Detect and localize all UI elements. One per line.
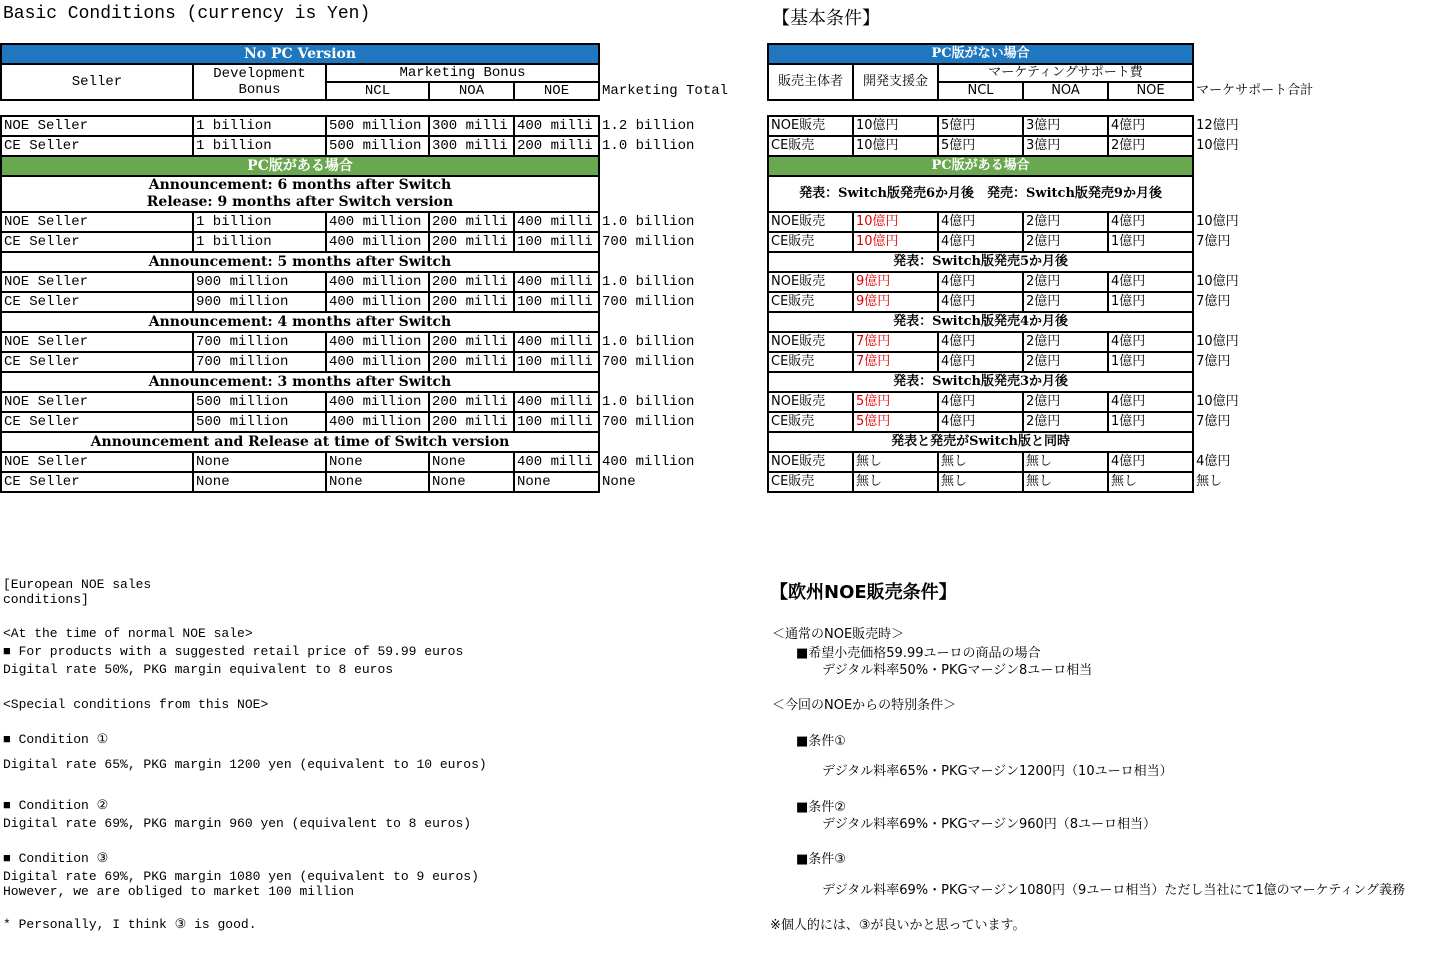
condition-3-text-jp: デジタル料率69%・PKGマージン1080円（9ユーロ相当）ただし当社にて1億のマーケティング義務: [822, 883, 1406, 898]
table-row: [768, 412, 1338, 432]
normal-line-2-jp: デジタル料率50%・PKGマージン8ユーロ相当: [822, 663, 1093, 678]
section-heading: Announcement: 5 months after Switch: [1, 252, 599, 272]
cell-ncl: 400 million: [326, 212, 429, 232]
cell-ncl: 400 million: [326, 352, 429, 372]
table-row: [768, 352, 1338, 372]
header-marketing-bonus: マーケティングサポート費: [938, 64, 1193, 82]
table-row: [768, 136, 1338, 156]
condition-1-text: Digital rate 65%, PKG margin 1200 yen (equivalent to 10 euros): [3, 757, 487, 772]
table-row: [768, 116, 1338, 136]
normal-heading: <At the time of normal NOE sale>: [3, 626, 253, 641]
page-title-jp: 【基本条件】: [772, 8, 880, 29]
cell-seller: CE Seller: [1, 136, 193, 156]
table-row: [768, 212, 1338, 232]
cell-ncl: 無し: [938, 452, 1023, 472]
cell-noa: 無し: [1023, 452, 1108, 472]
cell-seller: CE Seller: [1, 232, 193, 252]
table-row: [768, 292, 1338, 312]
cell-ncl: 4億円: [938, 392, 1023, 412]
normal-line-1: ■ For products with a suggested retail price of 59.99 euros: [3, 644, 464, 659]
condition-2-text: Digital rate 69%, PKG margin 960 yen (equivalent to 8 euros): [3, 816, 472, 831]
cell-total: 1.0 billion: [602, 138, 695, 154]
cell-total: 10億円: [1196, 334, 1239, 349]
section-heading: Announcement and Release at time of Switch version: [1, 432, 599, 452]
cell-ncl: 4億円: [938, 212, 1023, 232]
cell-seller: NOE販売: [768, 272, 853, 292]
normal-heading-jp: ＜通常のNOE販売時＞: [772, 627, 905, 642]
cell-noa: 2億円: [1023, 412, 1108, 432]
cell-dev: 1 billion: [193, 212, 326, 232]
cell-seller: NOE販売: [768, 392, 853, 412]
cell-noe: 400 milli: [514, 452, 599, 472]
cell-noe: 4億円: [1108, 272, 1193, 292]
personal-note: * Personally, I think ③ is good.: [3, 917, 257, 932]
band-pc-jp: PC版がある場合: [768, 156, 1193, 176]
cell-total: 10億円: [1196, 138, 1239, 153]
cell-total: 7億円: [1196, 294, 1231, 309]
header-seller: Seller: [1, 64, 193, 100]
cell-seller: CE Seller: [1, 472, 193, 492]
cell-dev: 無し: [853, 472, 938, 492]
cell-seller: CE Seller: [1, 352, 193, 372]
cell-dev: 700 million: [193, 332, 326, 352]
cell-dev: 1 billion: [193, 232, 326, 252]
cell-total: None: [602, 474, 636, 490]
cell-noe: 4億円: [1108, 392, 1193, 412]
cell-noa: 無し: [1023, 472, 1108, 492]
cell-noa: 2億円: [1023, 392, 1108, 412]
cell-total: 700 million: [602, 234, 695, 250]
cell-total: 1.0 billion: [602, 334, 695, 350]
cell-noe: 400 milli: [514, 332, 599, 352]
cell-dev: 500 million: [193, 412, 326, 432]
cell-dev: 500 million: [193, 392, 326, 412]
condition-3-label: ■ Condition ③: [3, 851, 109, 866]
cell-seller: NOE Seller: [1, 116, 193, 136]
band-no-pc-en: No PC Version: [1, 44, 599, 64]
cell-total: 400 million: [602, 454, 695, 470]
special-heading: <Special conditions from this NOE>: [3, 697, 269, 712]
cell-ncl: 400 million: [326, 412, 429, 432]
cell-seller: CE Seller: [1, 412, 193, 432]
table-row: [768, 392, 1338, 412]
cell-ncl: 400 million: [326, 292, 429, 312]
cell-ncl: 4億円: [938, 232, 1023, 252]
cell-ncl: 500 million: [326, 136, 429, 156]
cell-noe: None: [514, 472, 599, 492]
cell-total: 700 million: [602, 294, 695, 310]
cell-noa: 3億円: [1023, 136, 1108, 156]
cell-seller: NOE販売: [768, 452, 853, 472]
header-ncl: NCL: [326, 82, 429, 100]
cell-dev: 5億円: [853, 392, 938, 412]
normal-line-1-jp: ■希望小売価格59.99ユーロの商品の場合: [796, 646, 1041, 661]
cell-ncl: 500 million: [326, 116, 429, 136]
cell-noe: 1億円: [1108, 412, 1193, 432]
condition-2-label-jp: ■条件②: [796, 800, 846, 815]
cell-seller: NOE Seller: [1, 452, 193, 472]
table-row: [1, 352, 741, 372]
cell-noa: 300 milli: [429, 136, 514, 156]
cell-noa: None: [429, 452, 514, 472]
cell-dev: None: [193, 452, 326, 472]
cell-noe: 無し: [1108, 472, 1193, 492]
cell-ncl: 5億円: [938, 136, 1023, 156]
cell-dev: 700 million: [193, 352, 326, 372]
notes-heading: [European NOE sales: [3, 577, 152, 592]
cell-total: 1.0 billion: [602, 274, 695, 290]
cell-noa: 2億円: [1023, 332, 1108, 352]
cell-noa: None: [429, 472, 514, 492]
conditions-table-jp: [767, 43, 1339, 493]
cell-noa: 2億円: [1023, 212, 1108, 232]
cell-noa: 200 milli: [429, 332, 514, 352]
cell-dev: 10億円: [853, 212, 938, 232]
cell-noe: 4億円: [1108, 212, 1193, 232]
band-pc-en: PC版がある場合: [1, 156, 599, 176]
cell-noe: 4億円: [1108, 452, 1193, 472]
cell-ncl: 5億円: [938, 116, 1023, 136]
table-row: [1, 412, 741, 432]
table-row: [1, 232, 741, 252]
header-dev-bonus: 開発支援金: [853, 64, 938, 100]
cell-noa: 2億円: [1023, 272, 1108, 292]
cell-noa: 200 milli: [429, 292, 514, 312]
header-noe: NOE: [514, 82, 599, 100]
conditions-table-en: [0, 43, 742, 493]
cell-noe: 1億円: [1108, 292, 1193, 312]
condition-3-text-2: However, we are obliged to market 100 million: [3, 884, 355, 899]
cell-noe: 200 milli: [514, 136, 599, 156]
cell-noe: 1億円: [1108, 232, 1193, 252]
cell-noe: 400 milli: [514, 116, 599, 136]
cell-noe: 400 milli: [514, 272, 599, 292]
cell-total: 12億円: [1196, 118, 1239, 133]
condition-2-label: ■ Condition ②: [3, 798, 109, 813]
cell-noe: 100 milli: [514, 232, 599, 252]
cell-seller: CE販売: [768, 136, 853, 156]
cell-total: 無し: [1196, 474, 1223, 489]
cell-noa: 2億円: [1023, 352, 1108, 372]
cell-total: 7億円: [1196, 234, 1231, 249]
cell-noe: 4億円: [1108, 332, 1193, 352]
cell-dev: 10億円: [853, 232, 938, 252]
header-marketing-bonus: Marketing Bonus: [326, 64, 599, 82]
cell-noe: 4億円: [1108, 116, 1193, 136]
header-marketing-total: Marketing Total: [602, 83, 729, 99]
cell-noa: 2億円: [1023, 232, 1108, 252]
cell-dev: 900 million: [193, 292, 326, 312]
cell-ncl: 400 million: [326, 332, 429, 352]
table-row: [768, 232, 1338, 252]
personal-note-jp: ※個人的には、③が良いかと思っています。: [770, 918, 1026, 933]
condition-1-text-jp: デジタル料率65%・PKGマージン1200円（10ユーロ相当）: [822, 764, 1173, 779]
cell-seller: CE Seller: [1, 292, 193, 312]
cell-seller: NOE Seller: [1, 212, 193, 232]
section-heading: 発表：Switch版発売3か月後: [768, 372, 1193, 392]
cell-dev: 7億円: [853, 332, 938, 352]
section-heading: Announcement: 4 months after Switch: [1, 312, 599, 332]
condition-3-label-jp: ■条件③: [796, 852, 846, 867]
condition-1-label-jp: ■条件①: [796, 734, 846, 749]
cell-seller: NOE販売: [768, 116, 853, 136]
notes-heading-2: conditions]: [3, 592, 89, 607]
cell-total: 700 million: [602, 414, 695, 430]
section-heading: 発表：Switch版発売5か月後: [768, 252, 1193, 272]
cell-total: 10億円: [1196, 274, 1239, 289]
cell-seller: NOE Seller: [1, 392, 193, 412]
table-row: [1, 472, 741, 492]
section-heading: 発表：Switch版発売4か月後: [768, 312, 1193, 332]
table-row: [1, 292, 741, 312]
cell-noa: 200 milli: [429, 212, 514, 232]
cell-ncl: 400 million: [326, 232, 429, 252]
condition-2-text-jp: デジタル料率69%・PKGマージン960円（8ユーロ相当）: [822, 817, 1157, 832]
header-noa: NOA: [1023, 82, 1108, 100]
cell-dev: 5億円: [853, 412, 938, 432]
header-marketing-total: マーケサポート合計: [1196, 83, 1314, 98]
section-heading: Announcement: 6 months after Switch Release: 9 months after Switch version: [1, 176, 599, 212]
cell-total: 700 million: [602, 354, 695, 370]
section-heading: Announcement: 3 months after Switch: [1, 372, 599, 392]
cell-noe: 1億円: [1108, 352, 1193, 372]
cell-ncl: 4億円: [938, 292, 1023, 312]
header-ncl: NCL: [938, 82, 1023, 100]
cell-seller: NOE販売: [768, 212, 853, 232]
table-row: [768, 472, 1338, 492]
cell-total: 10億円: [1196, 394, 1239, 409]
table-row: [1, 452, 741, 472]
special-heading-jp: ＜今回のNOEからの特別条件＞: [772, 698, 957, 713]
table-row: [768, 272, 1338, 292]
cell-dev: 1 billion: [193, 116, 326, 136]
table-row: [768, 452, 1338, 472]
table-row: [1, 212, 741, 232]
table-row: [1, 392, 741, 412]
table-row: [1, 136, 741, 156]
header-noe: NOE: [1108, 82, 1193, 100]
cell-total: 10億円: [1196, 214, 1239, 229]
cell-dev: 10億円: [853, 136, 938, 156]
header-seller: 販売主体者: [768, 64, 853, 100]
cell-noa: 3億円: [1023, 116, 1108, 136]
cell-seller: CE販売: [768, 472, 853, 492]
header-noa: NOA: [429, 82, 514, 100]
cell-total: 7億円: [1196, 414, 1231, 429]
cell-ncl: 無し: [938, 472, 1023, 492]
cell-dev: 9億円: [853, 272, 938, 292]
cell-dev: 9億円: [853, 292, 938, 312]
cell-noa: 200 milli: [429, 272, 514, 292]
cell-noe: 400 milli: [514, 392, 599, 412]
cell-ncl: 4億円: [938, 332, 1023, 352]
normal-line-2: Digital rate 50%, PKG margin equivalent to 8 euros: [3, 662, 394, 677]
cell-dev: 1 billion: [193, 136, 326, 156]
header-dev-bonus: Development Bonus: [193, 64, 326, 100]
cell-total: 1.0 billion: [602, 214, 695, 230]
table-row: [1, 116, 741, 136]
cell-noa: 300 milli: [429, 116, 514, 136]
cell-ncl: 400 million: [326, 272, 429, 292]
cell-dev: 7億円: [853, 352, 938, 372]
cell-noe: 400 milli: [514, 212, 599, 232]
cell-noe: 100 milli: [514, 292, 599, 312]
cell-seller: CE販売: [768, 292, 853, 312]
cell-noa: 2億円: [1023, 292, 1108, 312]
cell-seller: CE販売: [768, 352, 853, 372]
cell-noa: 200 milli: [429, 352, 514, 372]
table-row: [768, 332, 1338, 352]
cell-ncl: 4億円: [938, 272, 1023, 292]
cell-seller: NOE Seller: [1, 332, 193, 352]
cell-ncl: 4億円: [938, 352, 1023, 372]
cell-total: 1.2 billion: [602, 118, 695, 134]
cell-seller: NOE Seller: [1, 272, 193, 292]
band-no-pc-jp: PC版がない場合: [768, 44, 1193, 64]
condition-3-text: Digital rate 69%, PKG margin 1080 yen (equivalent to 9 euros): [3, 869, 479, 884]
cell-dev: 10億円: [853, 116, 938, 136]
cell-seller: NOE販売: [768, 332, 853, 352]
cell-total: 1.0 billion: [602, 394, 695, 410]
cell-dev: 無し: [853, 452, 938, 472]
cell-ncl: 4億円: [938, 412, 1023, 432]
cell-noe: 2億円: [1108, 136, 1193, 156]
cell-noa: 200 milli: [429, 232, 514, 252]
cell-total: 7億円: [1196, 354, 1231, 369]
section-heading: 発表と発売がSwitch版と同時: [768, 432, 1193, 452]
table-row: [1, 272, 741, 292]
section-heading: 発表：Switch版発売6か月後 発売：Switch版発売9か月後: [768, 176, 1193, 212]
cell-dev: None: [193, 472, 326, 492]
cell-seller: CE販売: [768, 412, 853, 432]
condition-1-label: ■ Condition ①: [3, 732, 109, 747]
page-title-en: Basic Conditions (currency is Yen): [3, 4, 371, 24]
cell-noe: 100 milli: [514, 352, 599, 372]
cell-ncl: None: [326, 452, 429, 472]
cell-seller: CE販売: [768, 232, 853, 252]
cell-noa: 200 milli: [429, 412, 514, 432]
cell-dev: 900 million: [193, 272, 326, 292]
cell-ncl: None: [326, 472, 429, 492]
cell-noe: 100 milli: [514, 412, 599, 432]
table-row: [1, 332, 741, 352]
notes-heading-jp: 【欧州NOE販売条件】: [770, 582, 957, 603]
cell-ncl: 400 million: [326, 392, 429, 412]
cell-noa: 200 milli: [429, 392, 514, 412]
cell-total: 4億円: [1196, 454, 1231, 469]
